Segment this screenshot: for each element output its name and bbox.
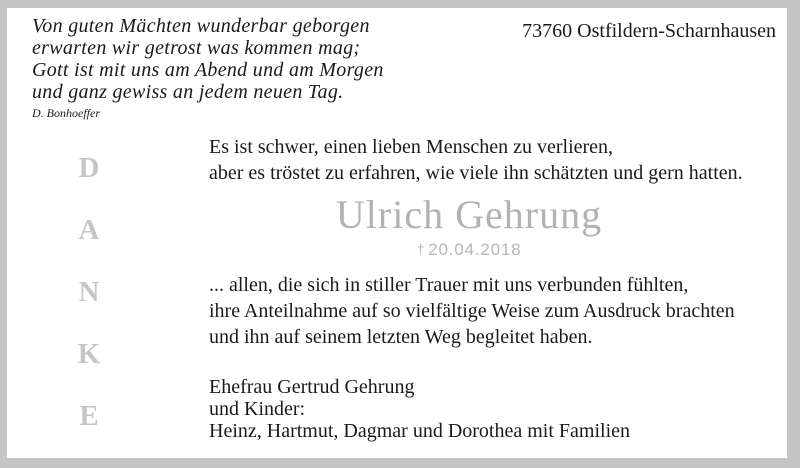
family-line: Heinz, Hartmut, Dagmar und Dorothea mit Familien bbox=[209, 420, 631, 442]
intro-line: Es ist schwer, einen lieben Menschen zu verlieren, bbox=[209, 136, 614, 158]
danke-letter-e: E bbox=[79, 400, 99, 432]
opening-quote bbox=[32, 15, 384, 120]
thanks-line: ihre Anteilnahme auf so vielfältige Weise zum Ausdruck brachten bbox=[209, 300, 735, 322]
vertical-danke-word bbox=[67, 154, 111, 431]
quote-line: erwarten wir getrost was kommen mag; bbox=[32, 37, 361, 59]
thanks-paragraph bbox=[209, 272, 735, 350]
intro-line: aber es tröstet zu erfahren, wie viele ihn schätzten und gern hatten. bbox=[209, 162, 743, 184]
intro-paragraph bbox=[209, 134, 743, 186]
quote-line: Gott ist mit uns am Abend und am Morgen bbox=[32, 59, 384, 81]
death-date bbox=[209, 239, 729, 260]
family-line: und Kinder: bbox=[209, 398, 306, 420]
danke-letter-k: K bbox=[77, 338, 101, 370]
danke-letter-n: N bbox=[78, 276, 100, 308]
thanks-line: ... allen, die sich in stiller Trauer mit uns verbunden fühlten, bbox=[209, 274, 689, 296]
dagger-symbol: † bbox=[416, 241, 426, 257]
thanks-line: und ihn auf seinem letzten Weg begleitet haben. bbox=[209, 326, 593, 348]
quote-line: Von guten Mächten wunderbar geborgen bbox=[32, 15, 370, 37]
quote-attribution: D. Bonhoeffer bbox=[32, 106, 100, 120]
quote-line: und ganz gewiss an jedem neuen Tag. bbox=[32, 81, 344, 103]
family-line: Ehefrau Gertrud Gehrung bbox=[209, 376, 415, 398]
deceased-name: Ulrich Gehrung bbox=[335, 192, 603, 237]
family-signature bbox=[209, 376, 630, 442]
danke-letter-a: A bbox=[78, 214, 100, 246]
location-line: 73760 Ostfildern-Scharnhausen bbox=[522, 20, 776, 42]
card-paper bbox=[7, 8, 787, 458]
deceased-block bbox=[209, 192, 729, 260]
danke-letter-d: D bbox=[78, 152, 100, 184]
death-date-value: 20.04.2018 bbox=[428, 240, 522, 259]
